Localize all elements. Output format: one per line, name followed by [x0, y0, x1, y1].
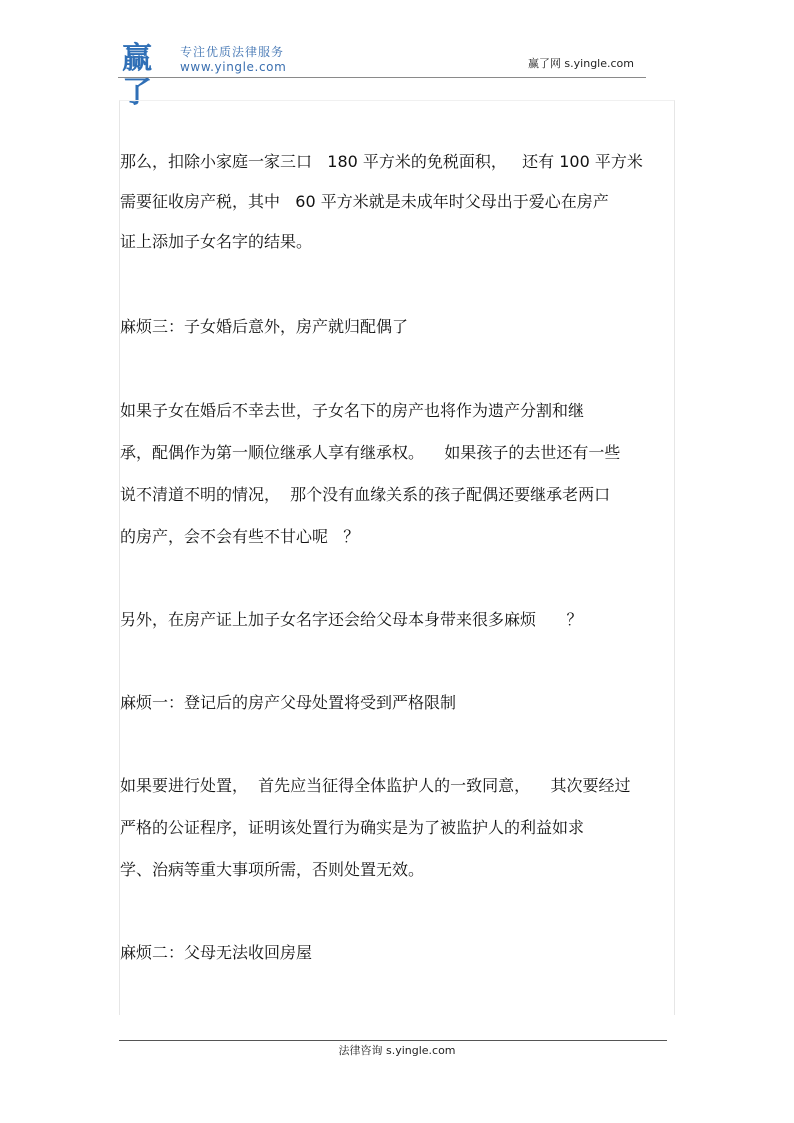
body-line: 如果子女在婚后不幸去世，子女名下的房产也将作为遗产分割和继 — [120, 401, 585, 420]
body-line: 如果要进行处置， 首先应当征得全体监护人的一致同意， 其次要经过 — [120, 776, 631, 795]
footer-text: 法律咨询 s.yingle.com — [338, 1044, 456, 1057]
footer-divider — [119, 1040, 667, 1041]
body-line: 的房产，会不会有些不甘心呢 ？ — [120, 527, 360, 546]
body-line: 说不清道不明的情况， 那个没有血缘关系的孩子配偶还要继承老两口 — [120, 485, 611, 504]
logo-mark: 赢了 — [122, 41, 150, 110]
body-line: 另外，在房产证上加子女名字还会给父母本身带来很多麻烦 ？ — [120, 610, 583, 629]
header-site-info: 赢了网 s.yingle.com — [527, 57, 634, 70]
body-line: 那么，扣除小家庭一家三口 180 平方米的免税面积， 还有 100 平方米 — [120, 152, 643, 171]
header-divider — [118, 77, 646, 78]
body-line: 学、治病等重大事项所需，否则处置无效。 — [120, 860, 425, 879]
section-heading: 麻烦三：子女婚后意外，房产就归配偶了 — [120, 317, 409, 336]
body-line: 需要征收房产税，其中 60 平方米就是未成年时父母出于爱心在房产 — [120, 192, 609, 211]
logo-url: www.yingle.com — [180, 60, 287, 74]
page-header — [118, 36, 646, 110]
section-heading: 麻烦一：登记后的房产父母处置将受到严格限制 — [120, 693, 457, 712]
body-line: 严格的公证程序，证明该处置行为确实是为了被监护人的利益如求 — [120, 818, 585, 837]
logo-slogan: 专注优质法律服务 — [180, 45, 285, 59]
body-line: 承，配偶作为第一顺位继承人享有继承权。 如果孩子的去世还有一些 — [120, 443, 621, 462]
section-heading: 麻烦二：父母无法收回房屋 — [120, 943, 313, 962]
body-line: 证上添加子女名字的结果。 — [120, 232, 313, 251]
